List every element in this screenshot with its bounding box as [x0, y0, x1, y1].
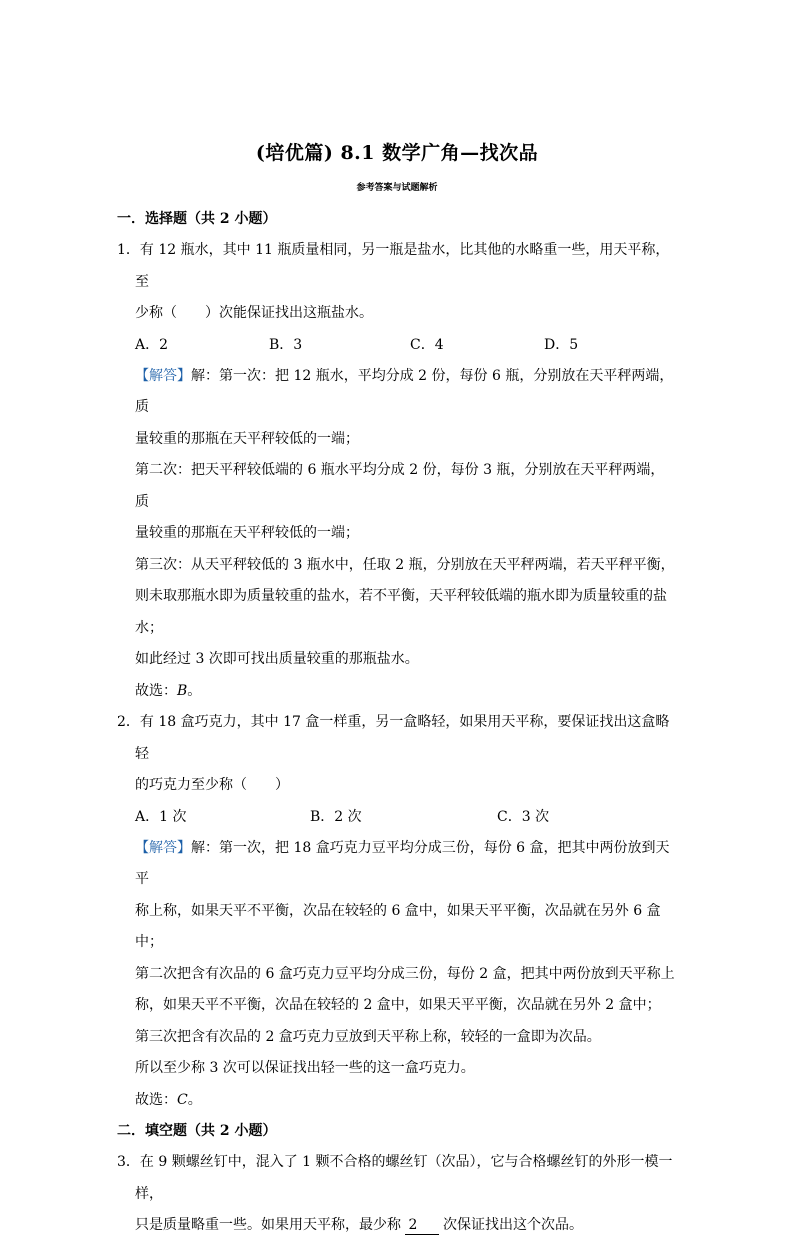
section-heading-choice: 一．选择题（共 2 小题）	[117, 211, 277, 227]
question-3-stem: 3．在 9 颗螺丝钉中，混入了 1 颗不合格的螺丝钉（次品），它与合格螺丝钉的外形一模一样， 只是质量略重一些。如果用天平称，最少称 2 次保证找出这个次品。	[117, 1154, 673, 1233]
question-2-solution-step-3: 第三次把含有次品的 2 盒巧克力豆放到天平称上称，较轻的一盒即为次品。	[135, 1028, 601, 1045]
question-1-stem: 1．有 12 瓶水，其中 11 瓶质量相同，另一瓶是盐水，比其他的水略重一些，用天平称，至 少称（ ）次能保证找出这瓶盐水。	[117, 242, 670, 321]
answer-tag: 【解答】	[135, 367, 191, 384]
answer-tag: 【解答】	[135, 839, 191, 856]
question-1-solution-step-1: 【解答】解：第一次：把 12 瓶水，平均分成 2 份，每份 6 瓶，分别放在天平秤两端，质 量较重的那瓶在天平秤较低的一端；	[135, 367, 674, 447]
question-2-solution-step-2: 第二次把含有次品的 6 盒巧克力豆平均分成三份，每份 2 盒，把其中两份放到天平称上 称，如果天平不平衡，次品在较轻的 2 盒中，如果天平平衡，次品就在另外 2 盒中；	[135, 965, 675, 1013]
question-1-choice-letter: B	[177, 682, 188, 699]
question-1	[117, 235, 677, 707]
question-1-options	[117, 330, 677, 361]
question-2-choice: 故选：C。	[135, 1091, 202, 1108]
question-2-stem: 2．有 18 盒巧克力，其中 17 盒一样重，另一盒略轻，如果用天平称，要保证找出这盒略轻 的巧克力至少称（ ）	[117, 714, 670, 793]
question-2-solution-step-1: 【解答】解：第一次，把 18 盒巧克力豆平均分成三份，每份 6 盒，把其中两份放到天平 称上称，如果天平不平衡，次品在较轻的 6 盒中，如果天平平衡，次品就在另外 6 盒中；	[135, 839, 670, 950]
question-1-solution-step-3: 第三次：从天平秤较低的 3 瓶水中，任取 2 瓶，分别放在天平秤两端，若天平秤平衡， 则未取那瓶水即为质量较重的盐水，若不平衡，天平秤较低端的瓶水即为质量较重的盐 水；	[135, 556, 675, 636]
section-heading-fill-blank: 二．填空题（共 2 小题）	[117, 1123, 277, 1139]
page-subtitle: 参考答案与试题解析	[356, 183, 438, 193]
option-d: D．5	[544, 336, 579, 353]
option-c: C．3 次	[497, 808, 550, 825]
option-b: B．2 次	[310, 808, 362, 825]
question-1-solution-conclusion: 如此经过 3 次即可找出质量较重的那瓶盐水。	[135, 651, 419, 667]
option-b: B．3	[269, 336, 303, 353]
page-title: (培优篇) 8.1 数学广角—找次品	[255, 142, 539, 164]
option-a: A．1 次	[135, 808, 187, 825]
answer-blank: 2	[405, 1216, 439, 1235]
option-a: A．2	[135, 336, 169, 353]
question-2-solution-conclusion: 所以至少称 3 次可以保证找出轻一些的这一盒巧克力。	[135, 1060, 475, 1076]
option-c: C．4	[410, 336, 444, 353]
question-1-choice: 故选：B。	[135, 682, 202, 699]
document-body	[117, 204, 677, 1242]
question-2	[117, 707, 677, 1116]
question-2-options	[117, 802, 677, 833]
question-1-solution-step-2: 第二次：把天平秤较低端的 6 瓶水平均分成 2 份，每份 3 瓶，分别放在天平秤两端，质 量较重的那瓶在天平秤较低的一端；	[135, 462, 665, 541]
question-2-choice-letter: C	[177, 1091, 188, 1108]
